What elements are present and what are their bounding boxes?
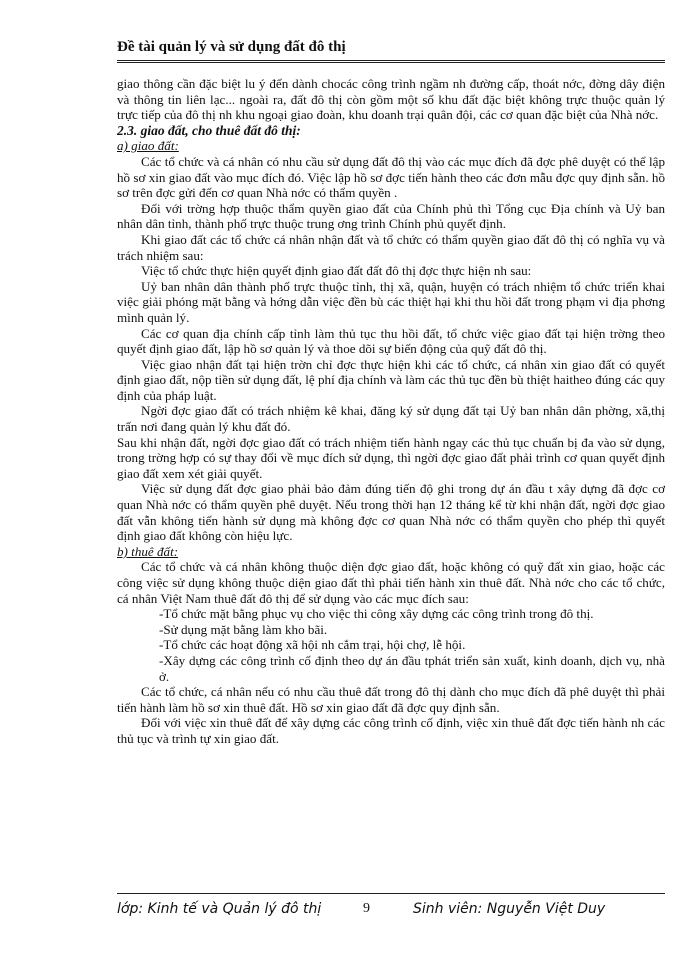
subsection-heading: b) thuê đất: <box>117 543 179 559</box>
document-body <box>117 76 665 876</box>
paragraph: Đối với việc xin thuê đất để xây dựng các công trình cố định, việc xin thuê đất đợc tiến hành nh các thủ tục và trình tự xin giao đất. <box>117 715 665 746</box>
list-item: -Tổ chức mặt bằng phục vụ cho việc thi công xây dựng các công trình trong đô thị. <box>159 606 594 622</box>
paragraph: Các cơ quan địa chính cấp tỉnh làm thủ tục thu hồi đất, tổ chức việc giao đất tại hiện trờng theo quyết định giao đất, lập hồ sơ quản lý và thoe dõi sự biến động của quỹ đất đô thị. <box>117 325 665 357</box>
footer-class-info: lớp: Kinh tế và Quản lý đô thị <box>117 901 322 917</box>
subsection-heading: a) giao đất: <box>117 138 179 154</box>
paragraph: Các tổ chức và cá nhân không thuộc diện đợc giao đất, hoặc không có quỹ đất xin giao, hoặc các công việc sử dụng không thuộc diện giao đất thì phải tiến hành xin thuê đất. Nhà nớc cho các tổ chức, cá nhân Việt Nam thuê đất đô thị để sử dụng vào các mục đích sau: <box>117 559 665 606</box>
section-heading: 2.3. giao đất, cho thuê đất đô thị: <box>117 122 301 138</box>
paragraph: Uỷ ban nhân dân thành phố trực thuộc tỉnh, thị xã, quận, huyện có trách nhiệm tổ chức triển khai việc giải phóng mặt bằng và hớng dẫn việc đền bù các thiệt hại khi thu hồi đất trong phạm vi địa phơng mình quản lý. <box>117 278 665 325</box>
footer-student-name: Sinh viên: Nguyễn Việt Duy <box>413 901 606 917</box>
list-item: -Sử dụng mặt bằng làm kho bãi. <box>159 621 328 637</box>
paragraph: Việc giao nhận đất tại hiện trờn chỉ đợc thực hiện khi các tổ chức, cá nhân xin giao đất có quyết định giao đất, nộp tiền sử dụng đất, lệ phí địa chính và làm các thủ tục đền bù thiệt haitheo đúng các quy định của pháp luật. <box>117 356 665 403</box>
page-footer <box>117 893 665 917</box>
list-item: -Xây dựng các công trình cố định theo dự án đầu tphát triển sản xuất, kinh doanh, dịch vụ, nhà ở. <box>159 652 665 684</box>
page-number: 9 <box>363 901 370 916</box>
paragraph: Các tổ chức, cá nhân nếu có nhu cầu thuê đất trong đô thị dành cho mục đích đã phê duyệt thì phải tiến hành làm hồ sơ xin thuê đất. Hồ sơ xin giao đất đã đợc quy định sẵn. <box>117 684 665 715</box>
paragraph: Việc tổ chức thực hiện quyết định giao đất đất đô thị đợc thực hiện nh sau: <box>141 263 532 279</box>
page-header: Đề tài quản lý và sử dụng đất đô thị <box>117 38 665 63</box>
list-item: -Tổ chức các hoạt động xã hội nh cắm trại, hội chợ, lễ hội. <box>159 637 466 653</box>
paragraph: Sau khi nhận đất, ngời đợc giao đất có trách nhiệm tiến hành ngay các thủ tục chuẩn bị đa vào sử dụng, trong trờng hợp có sự thay đổi về mục đích sử dụng, thì ngời đợc giao đất phải trình cơ quan quyết định giao đất xem xét giải quyết. <box>117 434 665 481</box>
paragraph: Đối với trờng hợp thuộc thẩm quyền giao đất của Chính phủ thì Tổng cục Địa chính và Uỷ ban nhân dân tỉnh, thành phố trực thuộc trung ơng trình Chính phủ quyết định. <box>117 200 665 232</box>
paragraph: Việc sử dụng đất đợc giao phải bảo đảm đúng tiến độ ghi trong dự án đầu t xây dựng đã đợc cơ quan Nhà nớc có thẩm quyền phê duyệt. Nếu trong thời hạn 12 tháng kể từ khi nhận đất, ngời đợc giao đất vẫn không tiến hành sử dụng mà không đợc cơ quan Nhà nớc có thẩm quyền cho phép thì quyết định giao đất không còn hiệu lực. <box>117 481 665 544</box>
paragraph: Các tổ chức và cá nhân có nhu cầu sử dụng đất đô thị vào các mục đích đã đợc phê duyệt có thể lập hồ sơ xin giao đất vào mục đích đó. Việc lập hồ sơ đợc tiến hành theo các đơn mẫu đợc quy định sẵn. hồ sơ trên đợc gửi đến cơ quan Nhà nớc có thẩm quyền . <box>117 153 665 201</box>
paragraph: Ngời đợc giao đất có trách nhiệm kê khai, đăng ký sử dụng đất tại Uỷ ban nhân dân phờng, xã,thị trấn nơi đang quản lý khu đất đó. <box>117 403 665 435</box>
paragraph: giao thông cần đặc biệt lu ý đến dành chocác công trình ngầm nh đường cấp, thoát nớc, đờng dây điện và thông tin liên lạc... ngoài ra, đất đô thị còn gồm một số khu đất đặc biệt không trực thuộc quản lý trực tiếp của đô thị nh khu ngoại giao đoàn, khu doanh trại quân đội, các cơ quan đặc biệt của Nhà nớc. <box>117 76 665 123</box>
paragraph: Khi giao đất các tổ chức cá nhân nhận đất và tổ chức có thẩm quyền giao đất đô thị có nghĩa vụ và trách nhiệm sau: <box>117 231 665 263</box>
